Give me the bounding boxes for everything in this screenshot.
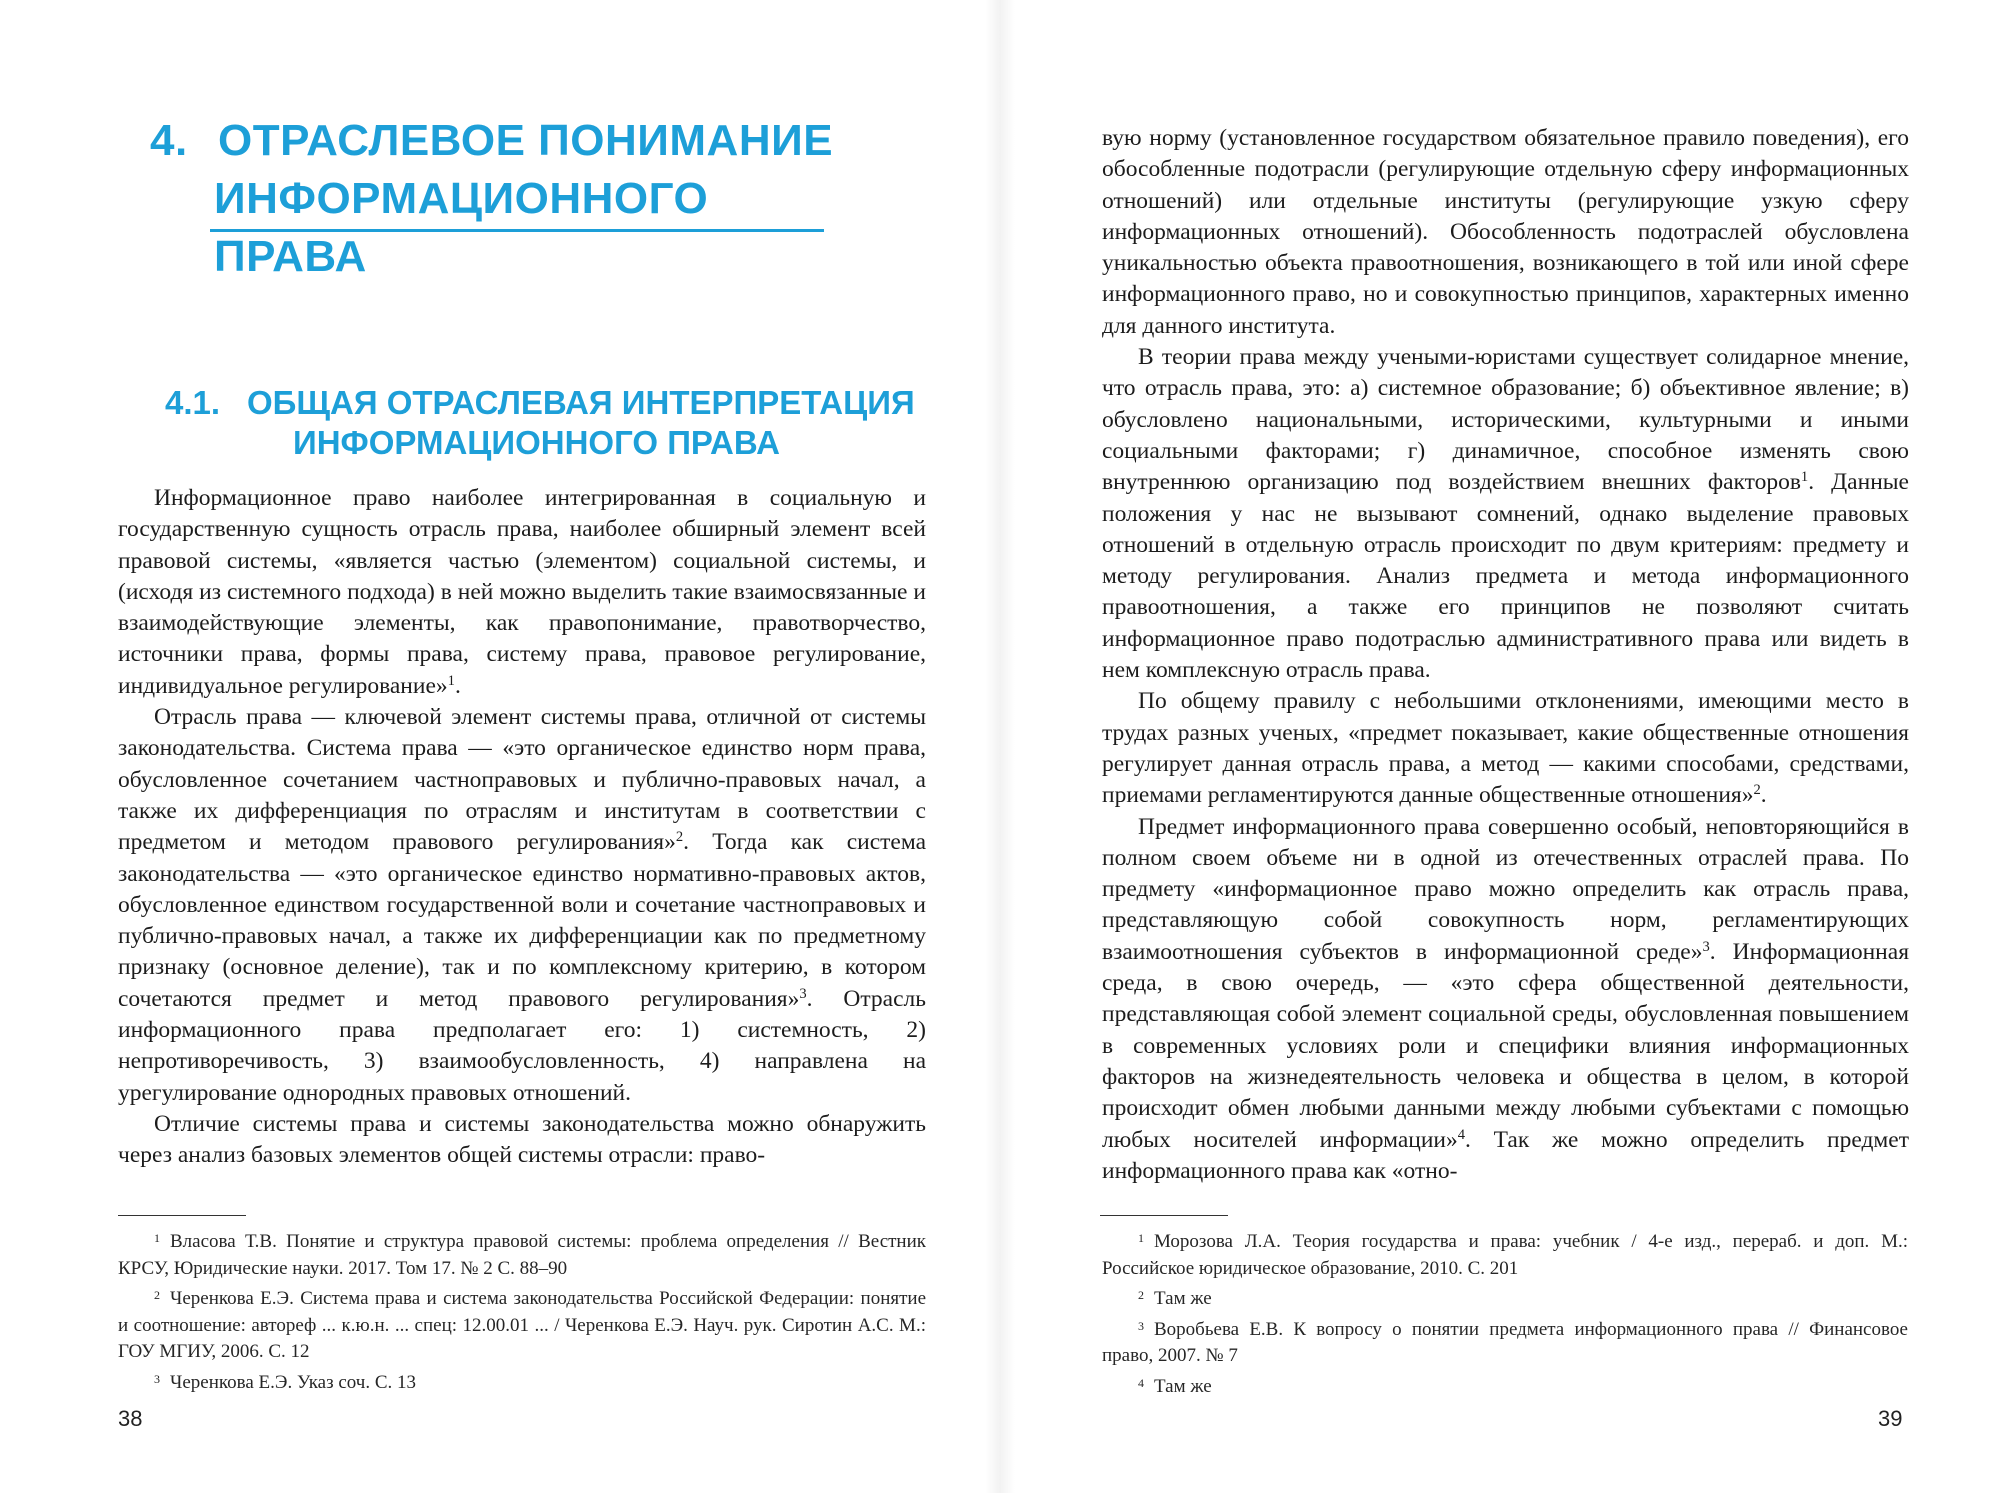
right-footnotes (1102, 1225, 1908, 1400)
footnote-mark: 3 (154, 1371, 160, 1386)
section-title-line2: ИНФОРМАЦИОННОГО ПРАВА (293, 424, 780, 461)
footnote-mark: 1 (154, 1231, 160, 1245)
paragraph-text: . Отрасль информационного права предполагает его: 1) системность, 2) непротиворечивость, 3) взаимообусловленность, 4) направлена на урегулирование однородных правовых отношений. (118, 985, 926, 1106)
right-page (1000, 0, 2000, 1493)
paragraph-text: . Информационная среда, в свою очередь, — «это сфера общественной деятельности, представляющая собой элемент социальной среды, обусловленная повышением в современных условиях роли и специфики влияния информационных факторов на жизнедеятельность человека и общества в целом, в которой происходит обмен любыми данными между любыми субъектами с помощью любых носителей информации» (1102, 938, 1909, 1153)
footnote-ref: 3 (1702, 938, 1710, 955)
footnote (1102, 1282, 1908, 1313)
footnote-ref: 2 (675, 829, 684, 846)
footnote-ref: 1 (1800, 469, 1809, 486)
footnote-ref: 2 (1753, 782, 1761, 799)
footnote (118, 1282, 926, 1366)
footnote-text: Власова Т.В. Понятие и структура правовой системы: проблема определения // Вестник КРСУ, Юридические науки. 2017. Том 17. № 2 С. 88–90 (118, 1231, 926, 1279)
chapter-title-line1: ОТРАСЛЕВОЕ ПОНИМАНИЕ (218, 116, 834, 165)
footnote-mark: 1 (1138, 1231, 1144, 1245)
footnote-text: Воробьева Е.В. К вопросу о понятии предмета информационного права // Финансовое право, 2007. № 7 (1102, 1318, 1908, 1366)
footnote-text: Там же (1154, 1375, 1212, 1397)
footnote-ref: 1 (447, 672, 455, 689)
paragraph-text: Информационное право наиболее интегрированная в социальную и государственную сущность отрасль права, наиболее обширный элемент всей правовой системы, «является частью (элементом) социальной системы, и (исходя из системного подхода) в ней можно выделить такие взаимосвязанные и взаимодействующие элементы, как правопонимание, правотворчество, источники права, формы права, систему права, правовое регулирование, индивидуальное регулирование» (118, 485, 926, 699)
paragraph-text: По общему правилу с небольшими отклонениями, имеющими место в трудах разных ученых, «предмет показывает, какие общественные отношения регулирует данная отрасль права, а метод — какими способами, средствами, приемами регламентируются данные общественные отношения» (1102, 688, 1909, 809)
section-title (165, 383, 925, 463)
paragraph: По общему правилу с небольшими отклонениями, имеющими место в трудах разных ученых, «предмет показывает, какие общественные отношения регулирует данная отрасль права, а метод — какими способами, средствами, приемами регламентируются данные общественные отношения»$^2$. (1102, 688, 1909, 809)
footnote (118, 1366, 926, 1397)
footnote-mark: 2 (1138, 1288, 1144, 1302)
left-body-text (118, 483, 926, 1172)
footnote (1102, 1313, 1908, 1370)
paragraph-text: Отрасль права — ключевой элемент системы права, отличной от системы законодательства. Система права — «это органическое единство норм права, обусловленное сочетанием частноправовых и публично-правовых начал, а также их дифференциация по отраслям и институтам в соответствии с предметом и методом правового регулирования» (118, 704, 926, 856)
left-footnotes (118, 1225, 926, 1396)
chapter-title-underline (210, 229, 824, 232)
footnote-text: Черенкова Е.Э. Система права и система законодательства Российской Федерации: понятие и соотношение: автореф ... к.ю.н. ... спец: 12.00.01 ... / Черенкова Е.Э. Науч. рук. Сиротин А.С. М.: ГОУ МГИУ, 2006. С. 12 (118, 1288, 926, 1362)
footnote (118, 1225, 926, 1282)
paragraph (118, 702, 926, 1109)
chapter-title (150, 112, 870, 286)
footnote-text: Морозова Л.А. Теория государства и права: учебник / 4-е изд., перераб. и доп. М.: Российское юридическое образование, 2010. С. 201 (1102, 1231, 1908, 1279)
chapter-title-line2: ИНФОРМАЦИОННОГО ПРАВА (214, 174, 709, 281)
footnote-separator (1100, 1215, 1228, 1216)
page-number-left: 38 (118, 1406, 143, 1431)
paragraph (1102, 812, 1909, 1188)
footnote-mark: 2 (154, 1288, 160, 1302)
section-title-line1: ОБЩАЯ ОТРАСЛЕВАЯ ИНТЕРПРЕТАЦИЯ (247, 384, 915, 421)
footnote-mark: 4 (1138, 1375, 1144, 1390)
paragraph: Информационное право наиболее интегрированная в социальную и государственную сущность отрасль права, наиболее обширный элемент всей правовой системы, «является частью (элементом) социальной системы, и (исходя из системного подхода) в ней можно выделить такие взаимосвязанные и взаимодействующие элементы, как правопонимание, правотворчество, источники права, формы права, систему права, правовое регулирование, индивидуальное регулирование»$^1$. (118, 485, 926, 699)
paragraph-text: . Данные положения у нас не вызывают сомнений, однако выделение правовых отношений в отдельную отрасль происходит по двум критериям: предмету и методу регулирования. Анализ предмета и метода информационного правоотношения, а также его принципов не позволяют считать информационное право подотраслью административного права или видеть в нем комплексную отрасль права. (1102, 469, 1909, 684)
footnote-mark: 3 (1138, 1318, 1144, 1333)
footnote-text: Там же (1154, 1288, 1212, 1309)
footnote-ref: 4 (1457, 1126, 1466, 1143)
paragraph-text: . Тогда как система законодательства — «это органическое единство нормативно-правовых актов, обусловленное единством государственной воли и сочетание частноправовых и публично-правовых начал, а также их дифференциации как по предметному признаку (основное деление), так и по комплексному критерию, в котором сочетаются предмет и метод правового регулирования» (118, 829, 927, 1012)
paragraph-text: Отличие системы права и системы законодательства можно обнаружить через анализ базовых элементов общей системы отрасли: право- (118, 1110, 926, 1169)
footnote-text: Черенкова Е.Э. Указ соч. С. 13 (170, 1371, 417, 1393)
paragraph-text: Предмет информационного права совершенно особый, неповторяющийся в полном своем объеме ни в одной из отечественных отраслей права. По предмету «информационное право можно определить как отрасль права, представляющую собой совокупность норм, регламентирующих взаимоотношения субъектов в информационной среде» (1102, 813, 1909, 965)
footnote (1102, 1370, 1908, 1401)
section-number: 4.1. (165, 384, 221, 421)
right-body-text (1102, 123, 1909, 1187)
paragraph-text: В теории права между учеными-юристами существует солидарное мнение, что отрасль права, это: а) системное образование; б) объективное явление; в) обусловлено национальными, историческими, культурными и иными социальными факторами; г) динамичное, способное изменять свою внутреннюю организацию под воздействием внешних факторов (1102, 344, 1909, 496)
footnote-separator (118, 1215, 246, 1216)
paragraph (1102, 342, 1909, 686)
paragraph-text: вую норму (установленное государством обязательное правило поведения), его обособленные подотрасли (регулирующие отдельную сферу информационных отношений) или отдельные институты (регулирующие узкую сферу информационных отношений). Обособленность подотраслей обусловлена уникальностью объекта правоотношения, возникающего в той или иной сфере информационного право, но и совокупностью принципов, характерных именно для данного института. (1102, 125, 1909, 339)
footnote (1102, 1225, 1908, 1282)
page-number-right: 39 (1878, 1406, 1903, 1431)
paragraph (118, 1109, 926, 1172)
footnote-ref: 3 (799, 985, 807, 1002)
paragraph (1102, 123, 1909, 342)
chapter-number: 4. (150, 116, 188, 165)
paragraph-text: . Так же можно определить предмет информационного права как «отно- (1102, 1126, 1909, 1184)
